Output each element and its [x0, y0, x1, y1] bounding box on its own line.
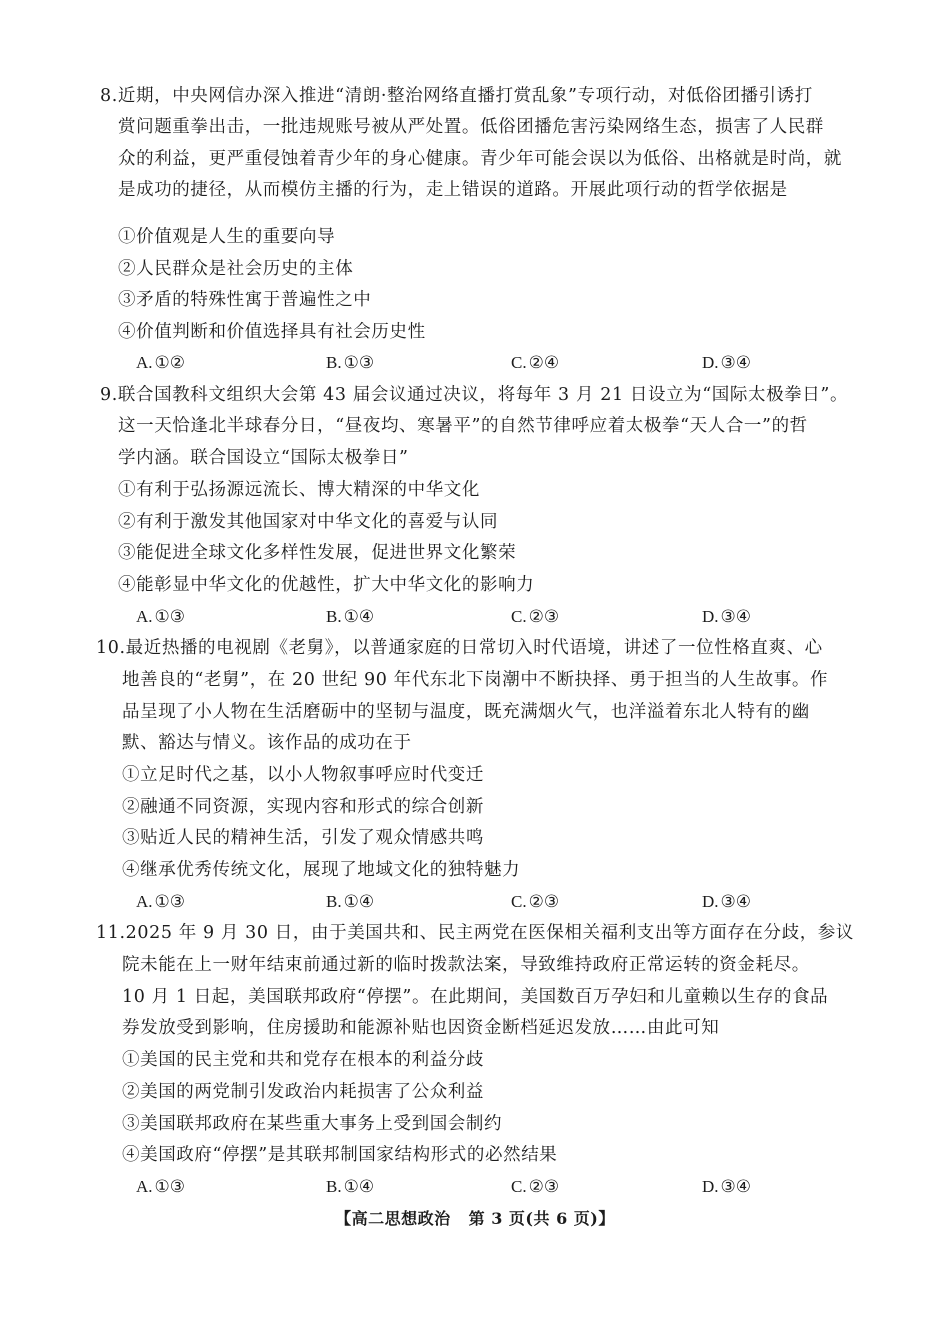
choice-c[interactable]: C. ②③ — [511, 607, 560, 626]
question-stem-line: 10.最近热播的电视剧《老舅》，以普通家庭的日常切入时代语境，讲述了一位性格直爽、心 — [96, 638, 823, 658]
answer-choices — [136, 1175, 816, 1199]
question-number: 11. — [96, 923, 126, 943]
question-stem-line: 学内涵。联合国设立“国际太极拳日” — [118, 448, 409, 468]
statement-4: ④美国政府“停摆”是其联邦制国家结构形式的必然结果 — [122, 1145, 558, 1165]
choice-b[interactable]: B. ①④ — [326, 607, 375, 626]
question-stem-line: 地善良的“老舅”，在 20 世纪 90 年代东北下岗潮中不断抉择、勇于担当的人生故事。作 — [122, 670, 829, 690]
choice-b[interactable]: B. ①④ — [326, 1177, 375, 1196]
choice-c[interactable]: C. ②③ — [511, 1177, 560, 1196]
statement-1: ①美国的民主党和共和党存在根本的利益分歧 — [122, 1050, 484, 1070]
choice-a[interactable]: A. ①③ — [136, 892, 186, 911]
statement-2: ②融通不同资源，实现内容和形式的综合创新 — [122, 797, 484, 817]
choice-a[interactable]: A. ①② — [136, 353, 186, 372]
choice-d[interactable]: D. ③④ — [702, 607, 752, 626]
question-number: 8. — [100, 86, 118, 106]
statement-4: ④价值判断和价值选择具有社会历史性 — [118, 322, 426, 342]
answer-choices — [136, 890, 816, 914]
choice-a[interactable]: A. ①③ — [136, 607, 186, 626]
choice-d[interactable]: D. ③④ — [702, 892, 752, 911]
choice-c[interactable]: C. ②③ — [511, 892, 560, 911]
choice-c[interactable]: C. ②④ — [511, 353, 560, 372]
choice-d[interactable]: D. ③④ — [702, 1177, 752, 1196]
answer-choices — [136, 351, 816, 375]
choice-d[interactable]: D. ③④ — [702, 353, 752, 372]
question-stem-line: 8.近期，中央网信办深入推进“清朗·整治网络直播打赏乱象”专项行动，对低俗团播引诱打 — [100, 86, 813, 106]
choice-b[interactable]: B. ①④ — [326, 892, 375, 911]
statement-1: ①有利于弘扬源远流长、博大精深的中华文化 — [118, 480, 480, 500]
statement-2: ②人民群众是社会历史的主体 — [118, 259, 354, 279]
choice-a[interactable]: A. ①③ — [136, 1177, 186, 1196]
question-stem-line: 赏问题重拳出击，一批违规账号被从严处置。低俗团播危害污染网络生态，损害了人民群 — [118, 117, 824, 137]
footer-page-info: 第 3 页(共 6 页)】 — [468, 1209, 615, 1228]
statement-4: ④继承优秀传统文化，展现了地域文化的独特魅力 — [122, 860, 521, 880]
choice-b[interactable]: B. ①③ — [326, 353, 375, 372]
statement-3: ③矛盾的特殊性寓于普遍性之中 — [118, 290, 372, 310]
question-stem-line: 默、豁达与情义。该作品的成功在于 — [122, 733, 412, 753]
question-stem-line: 10 月 1 日起，美国联邦政府“停摆”。在此期间，美国数百万孕妇和儿童赖以生存的食品 — [122, 987, 829, 1007]
statement-1: ①价值观是人生的重要向导 — [118, 227, 336, 247]
question-stem-line: 券发放受到影响，住房援助和能源补贴也因资金断档延迟发放……由此可知 — [122, 1018, 720, 1038]
answer-choices — [136, 605, 816, 629]
question-number: 10. — [96, 638, 126, 658]
question-stem-line: 9.联合国教科文组织大会第 43 届会议通过决议，将每年 3 月 21 日设立为“国际太极拳日”。 — [100, 385, 849, 405]
question-stem-line: 11.2025 年 9 月 30 日，由于美国共和、民主两党在医保相关福利支出等方面存在分歧，参议 — [96, 923, 854, 943]
statement-3: ③美国联邦政府在某些重大事务上受到国会制约 — [122, 1114, 503, 1134]
statement-3: ③贴近人民的精神生活，引发了观众情感共鸣 — [122, 828, 484, 848]
statement-3: ③能促进全球文化多样性发展，促进世界文化繁荣 — [118, 543, 517, 563]
question-stem-line: 是成功的捷径，从而模仿主播的行为，走上错误的道路。开展此项行动的哲学依据是 — [118, 180, 788, 200]
question-stem-line: 品呈现了小人物在生活磨砺中的坚韧与温度，既充满烟火气，也洋溢着东北人特有的幽 — [122, 702, 810, 722]
question-stem-line: 这一天恰逢北半球春分日，“昼夜均、寒暑平”的自然节律呼应着太极拳“天人合一”的哲 — [118, 416, 808, 436]
question-stem-line: 院未能在上一财年结束前通过新的临时拨款法案，导致维持政府正常运转的资金耗尽。 — [122, 955, 810, 975]
footer-subject: 【高二思想政治 — [335, 1209, 451, 1228]
page-footer — [0, 1208, 950, 1230]
statement-1: ①立足时代之基，以小人物叙事呼应时代变迁 — [122, 765, 484, 785]
question-stem-line: 众的利益，更严重侵蚀着青少年的身心健康。青少年可能会误以为低俗、出格就是时尚，就 — [118, 149, 842, 169]
statement-2: ②有利于激发其他国家对中华文化的喜爱与认同 — [118, 512, 499, 532]
question-number: 9. — [100, 385, 118, 405]
statement-4: ④能彰显中华文化的优越性，扩大中华文化的影响力 — [118, 575, 535, 595]
statement-2: ②美国的两党制引发政治内耗损害了公众利益 — [122, 1082, 484, 1102]
